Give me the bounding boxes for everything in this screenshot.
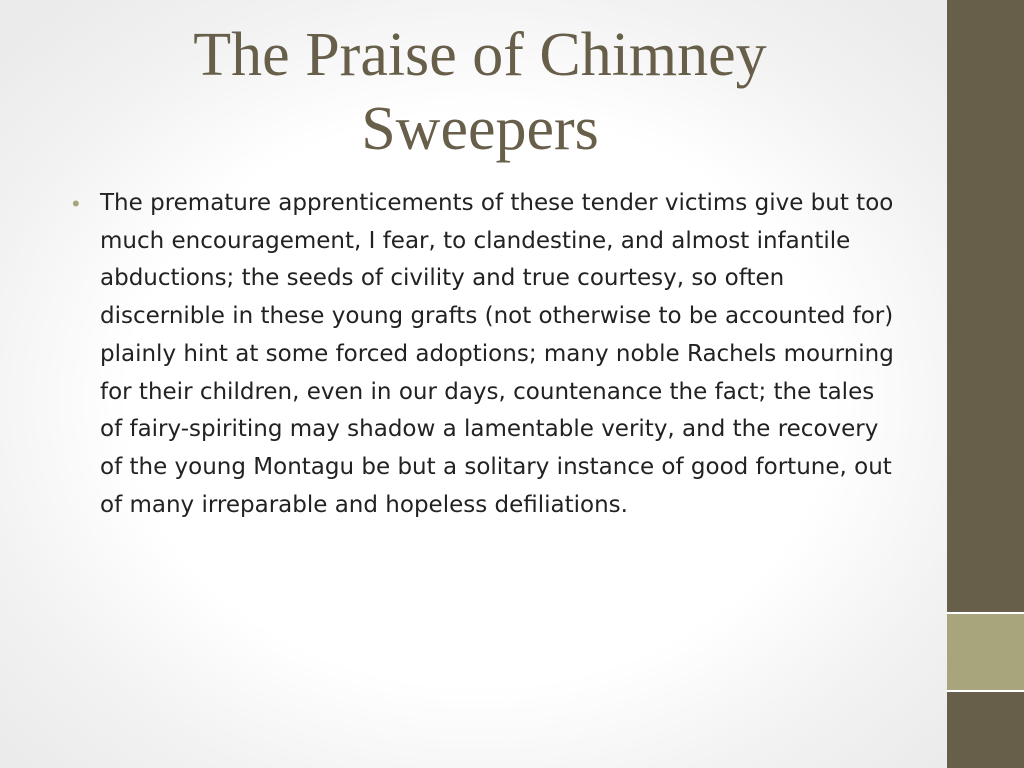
bullet-icon: • — [72, 191, 80, 216]
bullet-item — [72, 185, 902, 524]
slide-body — [72, 185, 902, 524]
slide-title: The Praise of Chimney Sweepers — [193, 21, 767, 163]
bullet-text: The premature apprenticements of these tender victims give but too much encouragement, I fear, to clandestine, and almost infantile abductions; the seeds of civility and true courtesy, so often discernible in these young grafts (not otherwise to be accounted for) plainly hint at some forced adoptions; many noble Rachels mourning for their children, even in our days, countenance the fact; the tales of fairy-spiriting may shadow a lamentable verity, and the recovery of the young Montagu be but a solitary instance of good fortune, out of many irreparable and hopeless defiliations. — [100, 190, 894, 518]
sidebar-divider-bottom — [947, 690, 1024, 692]
sidebar-accent-block — [947, 614, 1024, 690]
